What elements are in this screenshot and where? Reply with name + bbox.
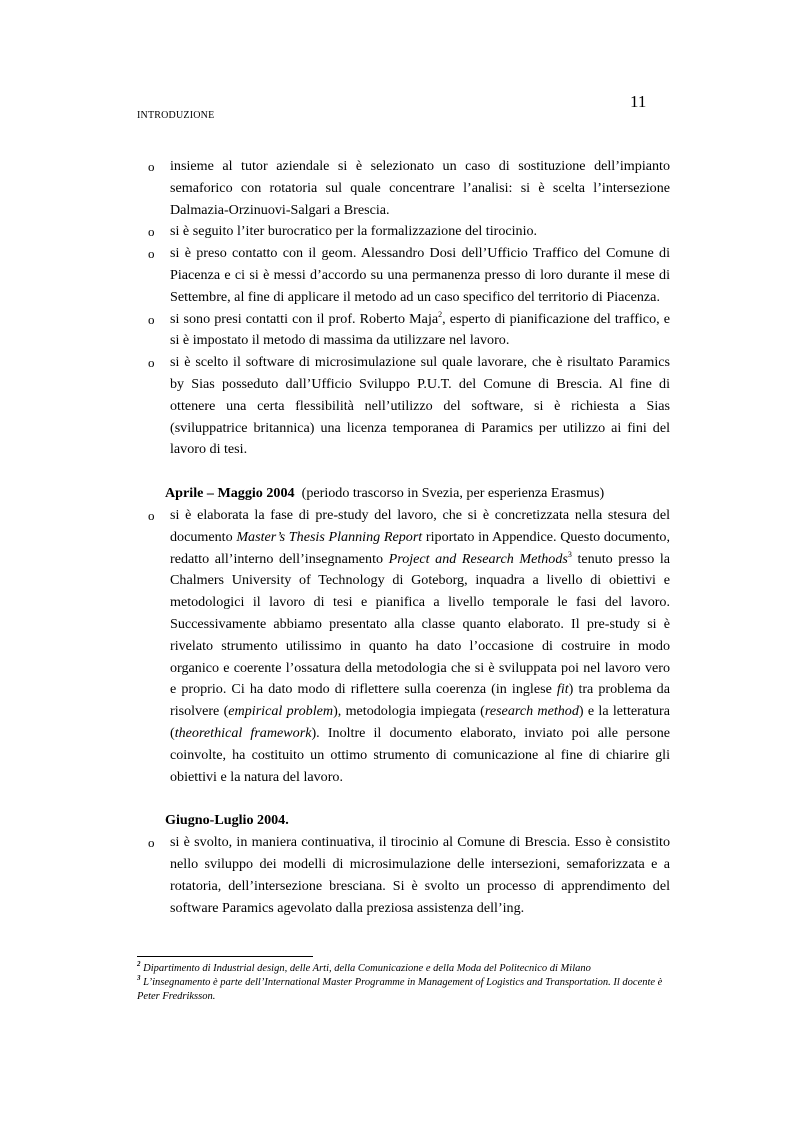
italic-term: Project and Research Methods [388, 550, 568, 567]
italic-term: research method [484, 703, 579, 720]
bullet-list-3 [137, 832, 670, 919]
text-run: riportato in Appendice. Questo documento, redatto all’interno dell’insegnamento [170, 528, 670, 567]
list-item [137, 221, 670, 243]
footnote-ref: 3 [567, 549, 572, 559]
section-heading-june-july [165, 810, 670, 832]
footnote-number: 3 [137, 974, 141, 982]
bullet-list-2 [137, 505, 670, 788]
footnote [137, 976, 677, 1004]
list-item-text: si è svolto, in maniera continuativa, il tirocinio al Comune di Brescia. Esso è consistito nello sviluppo dei modelli di microsimulazione delle intersezioni, semaforizzata e a rotatoria, dell’intersezione bresciana. Si è svolto un processo di apprendimento del software Paramics agevolato dalla preziosa assistenza dell’ing. [170, 834, 670, 916]
text-run: ) e la letteratura ( [170, 703, 671, 741]
circle-bullet-icon: o [148, 507, 155, 523]
footnote-ref: 2 [438, 309, 443, 319]
list-item-text: insieme al tutor aziendale si è selezionato un caso di sostituzione dell’impianto semaforico con rotatoria sul quale concentrare l’analisi: si è scelta l’intersezione Dalmazia-Orzinuovi-Salgari a Brescia. [170, 158, 670, 218]
text-run: tenuto presso la Chalmers University of Technology di Goteborg, inquadra a livello di obiettivi e metodologici il lavoro di tesi e pianifica a livello temporale le fasi del lavoro. Successivamente abbiamo presentato alla classe quanto elaborato. Il pre-study si è rivelato strumento utilissimo in quanto ha dato l’occasione di costruire in modo organico e coerente l’ossatura della metodologia che si è sviluppata poi nel lavoro vero e proprio. Ci ha dato modo di riflettere sulla coerenza (in inglese [170, 550, 670, 698]
circle-bullet-icon: o [148, 311, 155, 327]
footnote-number: 2 [137, 960, 141, 968]
list-item [137, 243, 670, 308]
running-head: INTRODUZIONE [137, 110, 215, 121]
footnotes [137, 962, 677, 1004]
list-item [137, 505, 670, 788]
section-heading-note: (periodo trascorso in Svezia, per esperienza Erasmus) [301, 485, 605, 502]
section-heading-title: Giugno-Luglio 2004. [165, 812, 289, 829]
text-run: ). Inoltre il documento elaborato, inviato poi alle persone coinvolte, ha costituito un ottimo strumento di comunicazione al fine di chiarire gli obiettivi e la natura del lavoro. [170, 724, 670, 785]
page-number: 11 [630, 92, 647, 111]
text-run: ) tra problema da risolvere ( [170, 681, 670, 720]
list-item [137, 832, 670, 919]
section-heading-april-may [165, 483, 670, 505]
list-item-text: , esperto di pianificazione del traffico, e si è impostato il metodo di massima da utilizzare nel lavoro. [170, 310, 670, 349]
circle-bullet-icon: o [148, 159, 155, 174]
text-run: si è elaborata la fase di pre-study del lavoro, che si è concretizzata nella stesura del documento [170, 506, 670, 545]
footnote-divider [137, 956, 313, 957]
footnote-text: L’insegnamento è parte dell’International Master Programme in Management of Logistics and Transportation. Il docente è Peter Fredriksson. [137, 977, 663, 1002]
circle-bullet-icon: o [148, 224, 155, 240]
circle-bullet-icon: o [148, 246, 155, 262]
list-item-text: si è preso contatto con il geom. Alessandro Dosi dell’Ufficio Traffico del Comune di Piacenza e ci si è messi d’accordo su una permanenza presso di loro durante il mese di Settembre, al fine di applicare il metodo ad un caso specifico del territorio di Piacenza. [170, 245, 670, 305]
list-item [137, 309, 670, 353]
circle-bullet-icon: o [148, 835, 155, 851]
italic-term: fit [556, 681, 569, 698]
italic-term: theorethical framework [174, 724, 312, 741]
circle-bullet-icon: o [148, 355, 155, 371]
footnote-text: Dipartimento di Industrial design, delle Arti, della Comunicazione e della Moda del Politecnico di Milano [143, 963, 591, 974]
italic-term: empirical problem [228, 703, 334, 720]
bullet-list-1 [137, 156, 670, 461]
list-item-text: si è scelto il software di microsimulazione sul quale lavorare, che è risultato Paramics by Sias posseduto dall’Ufficio Sviluppo P.U.T. del Comune di Brescia. Al fine di ottenere una certa flessibilità nell’utilizzo del software, si è richiesta a Sias (sviluppatrice britannica) una licenza temporanea di Paramics per utilizzo ai fini del lavoro di tesi. [170, 354, 670, 458]
section-heading-title: Aprile – Maggio 2004 [165, 485, 295, 502]
list-item [137, 156, 670, 221]
italic-term: Master’s Thesis Planning Report [236, 528, 423, 545]
page-body [137, 156, 670, 919]
list-item [137, 352, 670, 461]
list-item-text: si sono presi contatti con il prof. Roberto Maja [170, 310, 439, 327]
footnote [137, 962, 677, 976]
list-item-text: si è seguito l’iter burocratico per la formalizzazione del tirocinio. [170, 223, 538, 240]
text-run: ), metodologia impiegata ( [333, 703, 485, 720]
